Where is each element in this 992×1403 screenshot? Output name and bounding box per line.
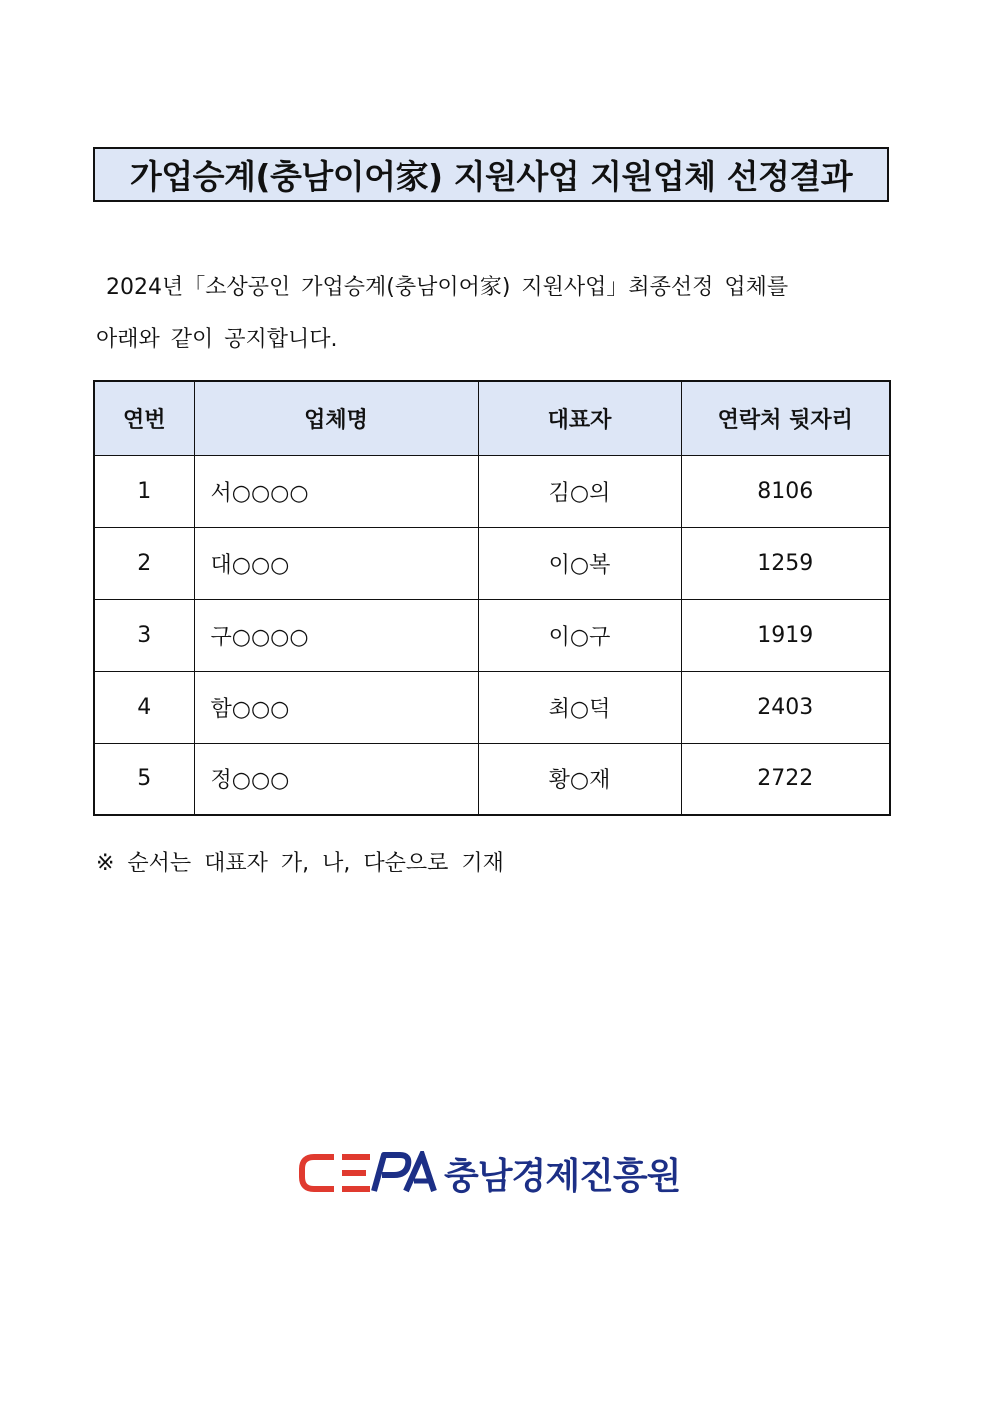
cell-representative: 최○덕 xyxy=(478,671,681,743)
results-table xyxy=(93,380,891,816)
header-no: 연번 xyxy=(94,381,194,455)
title-box xyxy=(93,147,889,202)
table-header-row xyxy=(94,381,890,455)
cepa-logo xyxy=(298,1150,680,1196)
cell-no: 4 xyxy=(94,671,194,743)
table-row xyxy=(94,671,890,743)
cell-phone-suffix: 2403 xyxy=(681,671,890,743)
cell-phone-suffix: 1919 xyxy=(681,599,890,671)
cell-company: 서○○○○ xyxy=(194,455,478,527)
cell-representative: 황○재 xyxy=(478,743,681,815)
cell-no: 3 xyxy=(94,599,194,671)
cepa-logo-mark xyxy=(298,1151,438,1195)
cell-company: 대○○○ xyxy=(194,527,478,599)
intro-line-1: 2024년「소상공인 가업승계(충남이어家) 지원사업」최종선정 업체를 xyxy=(106,275,789,300)
cell-phone-suffix: 8106 xyxy=(681,455,890,527)
cell-no: 5 xyxy=(94,743,194,815)
svg-text:CEPA: CEPA xyxy=(298,1151,301,1152)
cell-representative: 이○복 xyxy=(478,527,681,599)
ordering-note: ※ 순서는 대표자 가, 나, 다순으로 기재 xyxy=(96,851,504,876)
cell-company: 함○○○ xyxy=(194,671,478,743)
cell-no: 1 xyxy=(94,455,194,527)
cell-representative: 김○의 xyxy=(478,455,681,527)
intro-line-2: 아래와 같이 공지합니다. xyxy=(96,327,338,352)
header-phone-suffix: 연락처 뒷자리 xyxy=(681,381,890,455)
table-row xyxy=(94,527,890,599)
cell-no: 2 xyxy=(94,527,194,599)
page-title: 가업승계(충남이어家) 지원사업 지원업체 선정결과 xyxy=(129,157,853,196)
cell-phone-suffix: 2722 xyxy=(681,743,890,815)
table-row xyxy=(94,455,890,527)
cell-representative: 이○구 xyxy=(478,599,681,671)
header-representative: 대표자 xyxy=(478,381,681,455)
header-company: 업체명 xyxy=(194,381,478,455)
cell-company: 구○○○○ xyxy=(194,599,478,671)
cepa-logo-name: 충남경제진흥원 xyxy=(444,1155,681,1197)
cell-company: 정○○○ xyxy=(194,743,478,815)
table-row xyxy=(94,599,890,671)
table-row xyxy=(94,743,890,815)
cell-phone-suffix: 1259 xyxy=(681,527,890,599)
intro-paragraph xyxy=(96,262,898,366)
